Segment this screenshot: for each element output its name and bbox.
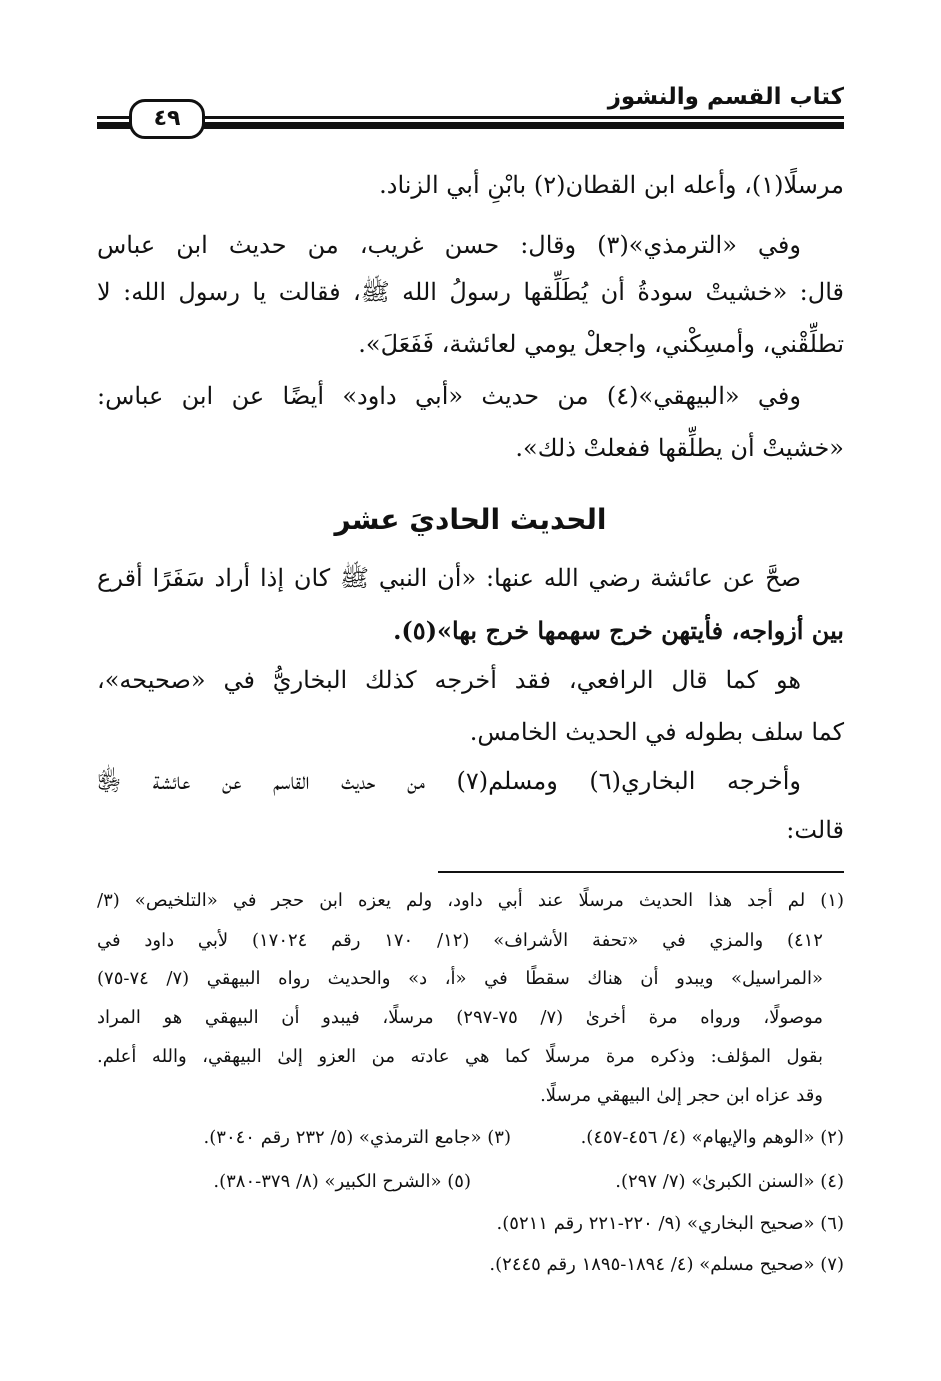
- body-line-3: قال: «خشيتْ سودةُ أن يُطَلِّقها رسولُ الله ﷺ، فقالت يا رسول الله: لا: [97, 278, 844, 306]
- footnote-separator: [438, 871, 844, 873]
- body-line-7: هو كما قال الرافعي، فقد أخرجه كذلك البخاريُّ في «صحيحه»،: [97, 666, 801, 694]
- footnote-2: (٢) «الوهم والإيهام» (٤/ ٤٥٦-٤٥٧).: [580, 1127, 844, 1148]
- footnote-5: (٥) «الشرح الكبير» (٨/ ٣٧٩-٣٨٠).: [213, 1171, 471, 1192]
- page-number-badge: ٤٩: [129, 99, 205, 139]
- footnote-6: (٦) «صحيح البخاري» (٩/ ٢٢٠-٢٢١ رقم ٥٢١١).: [496, 1213, 844, 1234]
- footnote-1-line-6: وقد عزاه ابن حجر إلىٰ البيهقي مرسلًا.: [540, 1085, 823, 1106]
- footnote-1-line-4: موصولًا، ورواه مرة أخرىٰ (٧/ ٧٥-٢٩٧) مرسلًا، فيبدو أن البيهقي هو المراد: [97, 1007, 823, 1028]
- body-line-9: وأخرجه البخاري(٦) ومسلم(٧) من حديث القاسم عن عائشة ﵂: [97, 767, 801, 795]
- body-line-1: مرسلًا(١)، وأعله ابن القطان(٢) بابْنِ أبي الزناد.: [379, 171, 844, 199]
- footnote-1-line-2: ٤١٢) والمزي في «تحفة الأشراف» (١٢/ ١٧٠ رقم ١٧٠٢٤) لأبي داود في: [97, 930, 823, 951]
- body-line-5: وفي «البيهقي»(٤) من حديث «أبي داود» أيضًا عن ابن عباس:: [97, 382, 801, 410]
- header-rule-thick: [97, 122, 844, 129]
- body-line-2: وفي «الترمذي»(٣) وقال: حسن غريب، من حديث ابن عباس: [97, 231, 801, 259]
- hadith-line-2: بين أزواجه، فأيتهن خرج سهمها خرج بها»(٥).: [393, 616, 844, 645]
- section-heading: الحديث الحاديَ عشر: [334, 503, 607, 536]
- footnote-3: (٣) «جامع الترمذي» (٥/ ٢٣٢ رقم ٣٠٤٠).: [203, 1127, 511, 1148]
- footnote-4: (٤) «السنن الكبرىٰ» (٧/ ٢٩٧).: [615, 1171, 844, 1192]
- footnote-1-line-5: بقول المؤلف: وذكره مرة مرسلًا كما هي عادته من العزو إلىٰ البيهقي، والله أعلم.: [97, 1046, 823, 1067]
- body-line-6: «خشيتْ أن يطلِّقها ففعلتْ ذلك».: [515, 434, 844, 462]
- footnote-1-line-1: (١) لم أجد هذا الحديث مرسلًا عند أبي داود، ولم يعزه ابن حجر في «التلخيص» (٣/: [97, 890, 844, 911]
- body-line-10: قالت:: [786, 816, 844, 844]
- header-rule-thin: [97, 116, 844, 119]
- body-line-8: كما سلف بطوله في الحديث الخامس.: [469, 718, 844, 746]
- footnote-7: (٧) «صحيح مسلم» (٤/ ١٨٩٤-١٨٩٥ رقم ٢٤٤٥).: [489, 1254, 844, 1275]
- body-line-4: تطلِّقْني، وأمسِكْني، واجعلْ يومي لعائشة، فَفَعَلَ».: [358, 330, 844, 358]
- running-header-title: كتاب القسم والنشوز: [607, 84, 844, 110]
- footnote-1-line-3: «المراسيل» ويبدو أن هناك سقطًا في «أ، د» والحديث رواه البيهقي (٧/ ٧٤-٧٥): [97, 968, 823, 989]
- hadith-line-1: صحَّ عن عائشة رضي الله عنها: «أن النبي ﷺ كان إذا أراد سَفَرًا أقرع: [97, 564, 801, 592]
